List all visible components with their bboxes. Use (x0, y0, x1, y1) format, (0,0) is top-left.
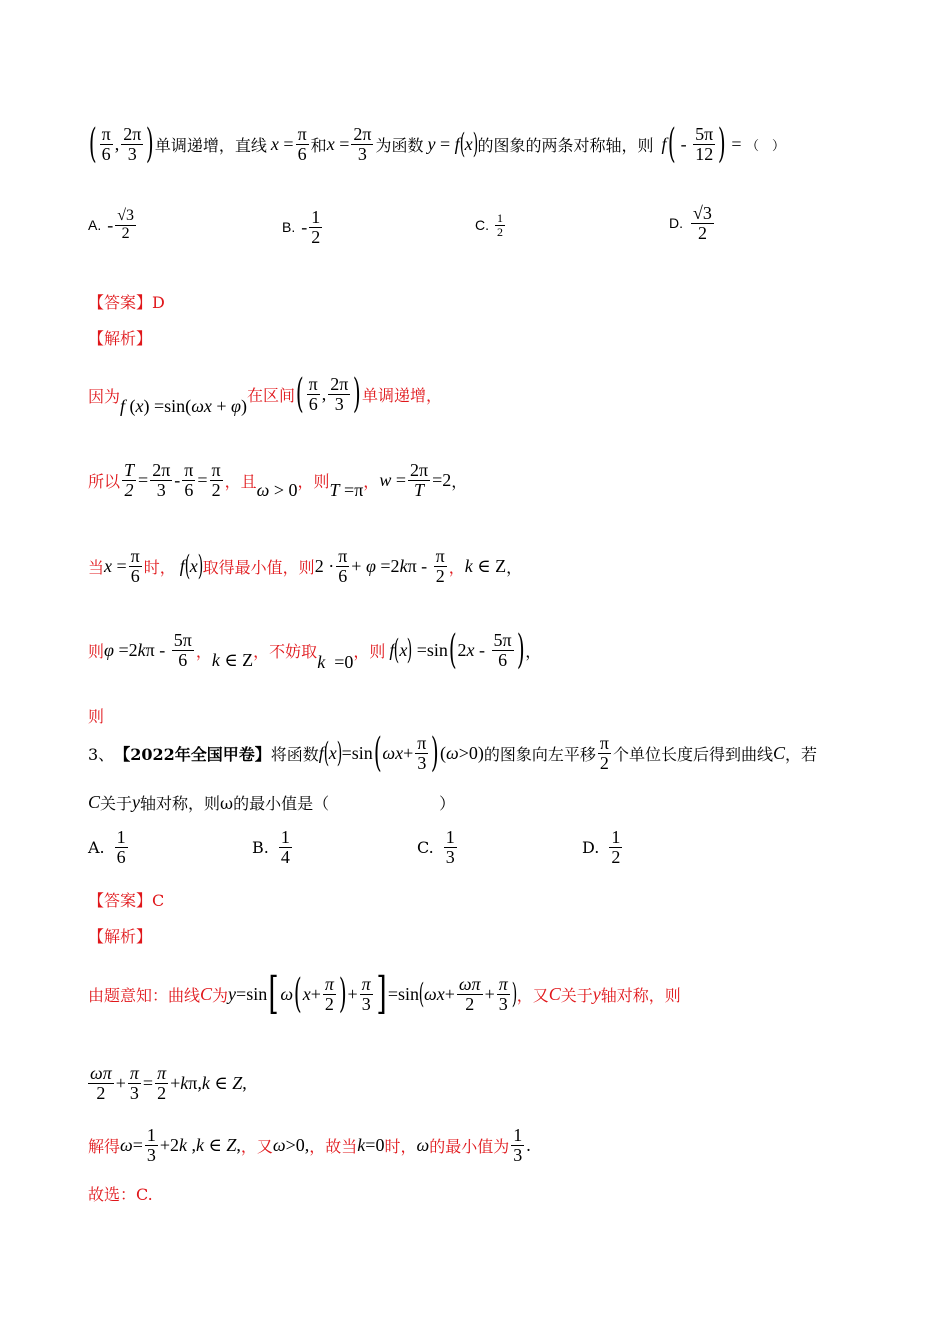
fraction: $\frac{\pi}{6}$ (101, 123, 111, 164)
question-text: 个单位长度后得到曲线 (612, 744, 773, 764)
question-text: 关于 (100, 793, 133, 813)
solution-text: 时， (384, 1136, 417, 1156)
solution-text: ，不妨取 (253, 641, 318, 661)
fraction: $\frac{1}{2}$ (311, 207, 321, 247)
q3-solution-line-1: 由题意知：曲线 C 为 y=sin [ ω ( x + $\frac{\pi}{2}$ ) + $\frac{\pi}{3}$ ] =sin ( ωx + $\frac{\omega\pi}{2}$ + $\frac{\pi}{3}$ ) ，又 C 关于 y 轴对称，则 (88, 968, 681, 1019)
solution-text: 解得 (88, 1136, 121, 1156)
answer-label: 【答案】C (88, 890, 165, 910)
q2-analysis-label (88, 326, 880, 348)
q3-stem-line-1: 3、 【2022年全国甲卷】 将函数 f ( x ) =sin ( ωx + $\frac{\pi}{3}$ ) (ω>0) 的图象向左平移 $\frac{\pi}{2}$ 个单位长度后得到曲线 C ，若 (88, 730, 818, 776)
fraction: $\frac{\pi}{6}$ (297, 123, 307, 164)
analysis-label: 【解析】 (88, 328, 153, 348)
solution-text: 轴对称，则 (600, 985, 681, 1005)
q3-option-b[interactable]: B. $\frac{1}{4}$ (252, 827, 290, 867)
q2-stem-and: 和 (310, 135, 327, 155)
question-text: 的图象向左平移 (483, 744, 596, 764)
option-sign: - (301, 216, 308, 237)
option-letter: C. (475, 217, 489, 234)
option-letter: B. (252, 837, 269, 857)
q3-solution-line-4 (88, 1182, 880, 1204)
q2-solution-line-2: 所以 $\frac{T}{2}$ = $\frac{2\pi}{3}$ - $\frac{\pi}{6}$ = $\frac{\pi}{2}$ ，且 ω > 0 ，则 T =π ， w = $\frac{2\pi}{T}$ =2 ， (88, 459, 468, 500)
solution-text: 关于 (560, 985, 593, 1005)
curve-name: C (88, 791, 101, 812)
q3-option-a[interactable]: A. $\frac{1}{6}$ (88, 827, 126, 867)
q2-solution-line-3: 当 x = $\frac{\pi}{6}$ 时， f ( x ) 取得最小值，则 2 · $\frac{\pi}{6}$ + φ =2kπ - $\frac{\pi}{2}$ ， k ∈ Z ， (88, 545, 523, 586)
left-paren: ( (88, 121, 97, 167)
q2-option-d[interactable] (669, 204, 716, 243)
fraction: $\frac{1}{2}$ (497, 211, 503, 239)
question-number: 3、 (88, 744, 115, 764)
solution-text: 故选：C. (88, 1184, 153, 1204)
solution-text: 则 (88, 706, 105, 726)
option-letter: C. (417, 837, 434, 857)
solution-text: 由题意知：曲线 (88, 985, 201, 1005)
solution-text: ，故当 (309, 1136, 358, 1156)
curve-name: C (772, 742, 785, 763)
q2-stem-text: 单调递增，直线 (154, 135, 267, 155)
solution-text: 的最小值为 (429, 1136, 510, 1156)
option-letter: B. (282, 219, 296, 236)
q2-solution-line-4: 则 φ =2kπ - $\frac{5\pi}{6}$ ， k ∈ Z ，不妨取 k =0 ，则 f ( x ) =sin ( 2x - $\frac{5\pi}{6}$ ) ， (88, 627, 542, 673)
solution-text: 为 (212, 985, 229, 1005)
fraction: $\frac{2\pi}{3}$ (123, 123, 142, 164)
q2-solution-line-1: 因为 f (x) =sin(ωx + φ) 在区间 ( $\frac{\pi}{6}$ , $\frac{2\pi}{3}$ ) 单调递增， (88, 371, 442, 417)
q3-solution-line-3: 解得 ω = $\frac{1}{3}$ +2k ,k ∈ Z, ，又 ω>0, ，故当 k=0 时， ω 的最小值为 $\frac{1}{3}$ . (88, 1124, 531, 1165)
solution-text: 取得最小值，则 (202, 557, 315, 577)
solution-text: 因为 (88, 387, 121, 406)
question-text: 将函数 (270, 744, 319, 764)
option-letter: D. (669, 215, 683, 232)
q2-option-a[interactable] (88, 208, 138, 243)
q2-answer-blank: （ ） (746, 138, 786, 154)
q3-answer (88, 888, 880, 910)
q2-solution-line-5 (88, 704, 880, 726)
option-letter: D. (582, 837, 600, 857)
solution-text: ，又 (240, 1136, 273, 1156)
q2-stem-text: 的图象的两条对称轴，则 (477, 135, 654, 155)
solution-text: ，又 (516, 985, 549, 1005)
question-text: ） (439, 793, 456, 813)
q2-stem-text: 为函数 (375, 135, 424, 155)
solution-text: ，且 (224, 471, 257, 491)
q3-stem-line-2 (88, 790, 880, 814)
option-letter: A. (88, 837, 105, 857)
analysis-label: 【解析】 (88, 926, 153, 946)
q2-option-c[interactable] (475, 212, 507, 238)
solution-text: 所以 (88, 471, 121, 491)
axis-name: y (132, 791, 141, 812)
q3-solution-line-2: $\frac{\omega\pi}{2}$ + $\frac{\pi}{3}$ = $\frac{\pi}{2}$ +kπ,k ∈ Z, (90, 1062, 247, 1103)
fraction: $\frac{5\pi}{12}$ (695, 123, 714, 164)
q2-stem-line: ( $\frac{\pi}{6}$ , $\frac{2\pi}{3}$ ) 单调递增，直线 x = $\frac{\pi}{6}$ 和 x = $\frac{2\pi}{3}$ 为函数 y = f ( x ) 的图象的两条对称轴，则 f ( - $\frac{5\pi}{12}$ ) = （ ） (88, 121, 786, 167)
fraction: $\frac{2\pi}{3}$ (353, 123, 372, 164)
solution-text: 时， (143, 557, 176, 577)
q2-option-b[interactable] (282, 208, 324, 247)
solution-text: 当 (88, 557, 105, 577)
solution-text: 则 (88, 641, 105, 661)
q3-option-d[interactable]: D. $\frac{1}{2}$ (582, 827, 621, 867)
answer-label: 【答案】D (88, 292, 165, 312)
q3-option-c[interactable]: C. $\frac{1}{3}$ (417, 827, 455, 867)
solution-text: ，则 (297, 471, 330, 491)
solution-text: ，则 (353, 641, 386, 661)
question-text: 轴对称，则ω的最小值是（ (140, 793, 330, 813)
option-sign: - (107, 214, 114, 235)
question-source: 【2022年全国甲卷】 (114, 744, 271, 764)
fraction: $\frac{√3}{2}$ (117, 207, 135, 242)
question-text: ，若 (785, 744, 818, 764)
solution-text: 单调递增， (361, 385, 442, 405)
fraction: $\frac{√3}{2}$ (693, 203, 712, 243)
solution-text: 在区间 (247, 385, 296, 405)
q3-analysis-label (88, 924, 880, 946)
right-paren: ) (146, 121, 155, 167)
q2-answer (88, 290, 880, 312)
option-letter: A. (88, 217, 102, 234)
